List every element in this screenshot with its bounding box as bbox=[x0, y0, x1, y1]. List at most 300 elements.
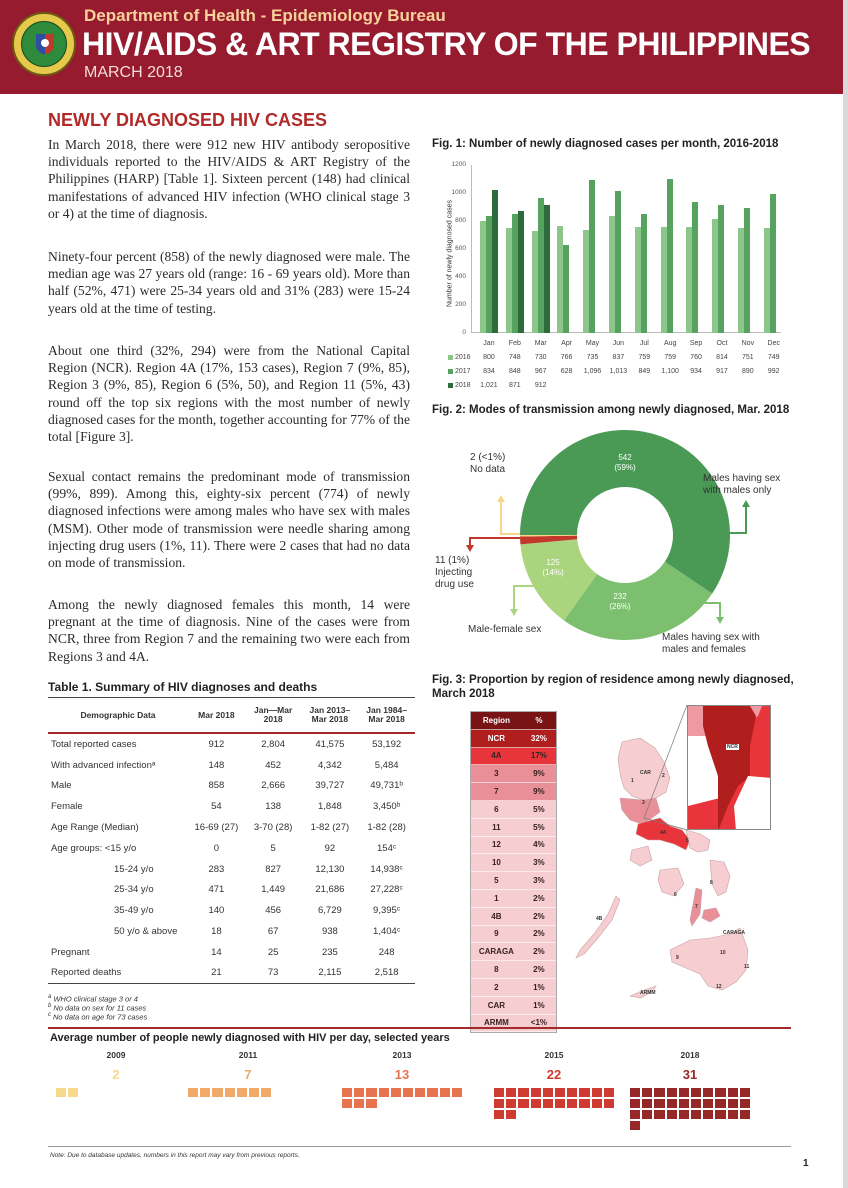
region-name: CARAGA bbox=[478, 947, 514, 957]
person-square-icon bbox=[342, 1099, 352, 1108]
region-pct: 9% bbox=[533, 769, 545, 779]
person-square-icon bbox=[366, 1088, 376, 1097]
person-square-icon bbox=[679, 1088, 689, 1097]
region-name: 8 bbox=[494, 965, 499, 975]
waffle-year-2013 bbox=[342, 1050, 462, 1108]
person-square-icon bbox=[579, 1099, 589, 1108]
person-square-icon bbox=[630, 1099, 640, 1108]
msm-only-callout: Males having sex with males only bbox=[703, 473, 781, 496]
divider bbox=[48, 1146, 791, 1147]
cell-value: 1,449 bbox=[261, 884, 286, 896]
waffle-grid bbox=[188, 1088, 312, 1097]
col-2013-2018: Jan 2013– Mar 2018 bbox=[309, 705, 351, 724]
cell-value: 18 bbox=[211, 926, 222, 938]
value-cell: 848 bbox=[508, 367, 521, 375]
cell-value: 248 bbox=[378, 946, 395, 958]
region-pct: 32% bbox=[530, 733, 547, 743]
waffle-grid bbox=[494, 1088, 618, 1119]
person-square-icon bbox=[506, 1110, 516, 1119]
region-row bbox=[471, 819, 556, 837]
col-mar-2018: Mar 2018 bbox=[198, 709, 235, 720]
month-group bbox=[583, 165, 609, 333]
person-square-icon bbox=[379, 1088, 389, 1097]
bar-2017 bbox=[744, 208, 750, 333]
mf-value: 125 (14%) bbox=[542, 558, 564, 577]
region-name: 3 bbox=[494, 769, 499, 779]
row-label: Total reported cases bbox=[51, 738, 137, 750]
person-square-icon bbox=[740, 1099, 750, 1108]
person-square-icon bbox=[494, 1110, 504, 1119]
person-square-icon bbox=[391, 1088, 401, 1097]
y-tick: 1000 bbox=[451, 189, 466, 196]
month-group bbox=[532, 165, 558, 333]
region-name: 5 bbox=[494, 876, 499, 886]
cell-value: 140 bbox=[208, 905, 225, 917]
value-cell: 834 bbox=[483, 367, 495, 375]
month-label: Mar bbox=[534, 339, 547, 347]
month-group bbox=[557, 165, 583, 333]
month-group bbox=[661, 165, 687, 333]
fig1-data-table bbox=[448, 336, 787, 392]
cell-value: 21 bbox=[211, 967, 222, 979]
waffle-value: 22 bbox=[546, 1067, 562, 1082]
month-label: Jun bbox=[612, 339, 625, 347]
cell-value: 6,729 bbox=[317, 905, 342, 917]
bar-2017 bbox=[641, 214, 647, 333]
value-cell: 760 bbox=[690, 353, 702, 361]
waffle-value: 31 bbox=[682, 1067, 698, 1082]
person-square-icon bbox=[212, 1088, 222, 1097]
cell-value: 39,727 bbox=[315, 780, 345, 792]
value-cell: 814 bbox=[716, 353, 728, 361]
region-name: 1 bbox=[494, 893, 499, 903]
month-label: Nov bbox=[741, 339, 755, 347]
waffle-year-label: 2011 bbox=[238, 1050, 258, 1060]
fig3-title: Fig. 3: Proportion by region of residence among newly diagnosed, March 2018 bbox=[432, 674, 794, 700]
region-pct: 2% bbox=[533, 929, 545, 939]
person-square-icon bbox=[56, 1088, 66, 1097]
region-pct: 2% bbox=[533, 911, 545, 921]
region-row bbox=[471, 801, 556, 819]
cell-value: 5,484 bbox=[374, 759, 399, 771]
region-pct: 2% bbox=[533, 947, 545, 957]
report-header bbox=[0, 0, 843, 94]
person-square-icon bbox=[354, 1099, 364, 1108]
person-square-icon bbox=[604, 1088, 614, 1097]
legend-swatch-icon bbox=[448, 383, 453, 388]
table-row bbox=[48, 838, 415, 859]
fig1-plot-area bbox=[471, 165, 781, 333]
fig3-table-header: Region % bbox=[471, 712, 556, 730]
value-cell: 766 bbox=[560, 353, 573, 361]
region-pct: 5% bbox=[533, 804, 545, 814]
region-pct: 9% bbox=[533, 787, 545, 797]
ncr-inset-map: NCR bbox=[687, 705, 771, 830]
table1-note-c: $^c$ No data on age for 73 cases bbox=[48, 1012, 148, 1022]
person-square-icon bbox=[579, 1088, 589, 1097]
person-square-icon bbox=[237, 1088, 247, 1097]
region-row bbox=[471, 765, 556, 783]
region-name: CAR bbox=[487, 1000, 506, 1010]
value-cell: 730 bbox=[534, 353, 547, 361]
cell-value: 938 bbox=[321, 926, 338, 938]
paragraph-2: Ninety-four percent (858) of the newly diagnosed were male. The median age was 27 years old (range: 16 - 69 years old). More than half (52%, 471) were 25-34 years old and 31% (283) were 15-24 years old at the time of testing. bbox=[48, 249, 410, 316]
legend-entry: 2018 bbox=[448, 382, 476, 389]
row-label: 50 y/o & above bbox=[114, 926, 178, 938]
person-square-icon bbox=[506, 1099, 516, 1108]
row-label: 15-24 y/o bbox=[114, 863, 154, 875]
bar-2017 bbox=[589, 180, 595, 333]
cell-value: 1-82 (28) bbox=[367, 822, 406, 834]
person-square-icon bbox=[543, 1088, 553, 1097]
value-cell: 912 bbox=[534, 381, 547, 389]
value-cell: 1,100 bbox=[661, 367, 679, 375]
region-pct: 17% bbox=[530, 751, 547, 761]
person-square-icon bbox=[342, 1088, 352, 1097]
report-title: HIV/AIDS & ART REGISTRY OF THE PHILIPPINES bbox=[82, 26, 811, 62]
series-row bbox=[448, 378, 787, 392]
month-group bbox=[480, 165, 506, 333]
cell-value: 471 bbox=[208, 884, 225, 896]
legend-entry: 2017 bbox=[448, 368, 476, 375]
table-row bbox=[48, 880, 415, 901]
region-row bbox=[471, 908, 556, 926]
region-row bbox=[471, 943, 556, 961]
waffle-year-2011 bbox=[188, 1050, 308, 1097]
value-cell: 1,096 bbox=[583, 367, 602, 375]
value-cell: 1,013 bbox=[609, 367, 628, 375]
fig2-donut-chart bbox=[430, 425, 848, 660]
table-row bbox=[48, 755, 415, 776]
region-row bbox=[471, 783, 556, 801]
y-tick: 600 bbox=[455, 245, 466, 252]
msmw-callout: Males having sex with males and females bbox=[662, 632, 760, 655]
series-row bbox=[448, 350, 787, 364]
region-row bbox=[471, 997, 556, 1015]
person-square-icon bbox=[592, 1099, 602, 1108]
month-group bbox=[738, 165, 764, 333]
person-square-icon bbox=[728, 1088, 738, 1097]
person-square-icon bbox=[715, 1099, 725, 1108]
cell-value: 21,686 bbox=[315, 884, 345, 896]
person-square-icon bbox=[555, 1088, 565, 1097]
person-square-icon bbox=[427, 1088, 437, 1097]
region-pct: 2% bbox=[533, 893, 545, 903]
cell-value: 3,450ᵇ bbox=[372, 801, 401, 813]
person-square-icon bbox=[691, 1099, 701, 1108]
region-name: ARMM bbox=[483, 1018, 509, 1028]
person-square-icon bbox=[691, 1110, 701, 1119]
value-cell: 967 bbox=[534, 367, 547, 375]
region-name: 7 bbox=[494, 787, 499, 797]
region-row bbox=[471, 961, 556, 979]
value-cell: 890 bbox=[742, 367, 754, 375]
month-label: Dec bbox=[767, 339, 780, 347]
person-square-icon bbox=[494, 1088, 504, 1097]
table1-note-a: $^a$ WHO clinical stage 3 or 4 bbox=[48, 994, 138, 1004]
value-cell: 837 bbox=[612, 353, 625, 361]
table-row bbox=[48, 963, 415, 984]
y-tick: 1200 bbox=[451, 161, 466, 168]
paragraph-1: In March 2018, there were 912 new HIV antibody seropositive individuals reported to the HIV/AIDS & ART Registry of the Philippines (HARP) [Table 1]. Sixteen percent (148) had clinical manifestations of advanced HIV infection (WHO clinical stage 3 or 4) at the time of diagnosis. bbox=[48, 137, 410, 221]
y-tick: 0 bbox=[462, 329, 466, 336]
fig1-title: Fig. 1: Number of newly diagnosed cases per month, 2016-2018 bbox=[432, 138, 779, 150]
region-row bbox=[471, 837, 556, 855]
person-square-icon bbox=[740, 1110, 750, 1119]
y-tick: 200 bbox=[455, 301, 466, 308]
row-label: With advanced infectionᵃ bbox=[51, 759, 156, 771]
person-square-icon bbox=[68, 1088, 78, 1097]
month-label: Jan bbox=[483, 339, 495, 347]
month-group bbox=[686, 165, 712, 333]
person-square-icon bbox=[740, 1088, 750, 1097]
cell-value: 67 bbox=[267, 926, 279, 938]
waffle-year-label: 2015 bbox=[544, 1050, 564, 1060]
person-square-icon bbox=[200, 1088, 210, 1097]
person-square-icon bbox=[366, 1099, 376, 1108]
person-square-icon bbox=[249, 1088, 259, 1097]
cell-value: 9,395ᶜ bbox=[373, 905, 401, 917]
cell-value: 92 bbox=[324, 842, 336, 854]
waffle-year-2015 bbox=[494, 1050, 614, 1119]
row-label: Pregnant bbox=[51, 946, 90, 958]
cell-value: 4,342 bbox=[317, 759, 342, 771]
month-group bbox=[764, 165, 790, 333]
person-square-icon bbox=[494, 1099, 504, 1108]
fig3-region-table bbox=[470, 711, 557, 1033]
row-label: Reported deaths bbox=[51, 967, 122, 979]
waffle-value: 13 bbox=[394, 1067, 410, 1082]
cell-value: 73 bbox=[267, 967, 279, 979]
region-row bbox=[471, 1015, 556, 1033]
cell-value: 2,518 bbox=[374, 967, 399, 979]
person-square-icon bbox=[642, 1088, 652, 1097]
table-row bbox=[48, 921, 415, 942]
cell-value: 827 bbox=[265, 863, 282, 875]
region-row bbox=[471, 854, 556, 872]
cell-value: 3-70 (28) bbox=[253, 822, 293, 834]
bar-2017 bbox=[718, 205, 724, 333]
person-square-icon bbox=[703, 1099, 713, 1108]
row-label: Male bbox=[51, 780, 72, 792]
month-group bbox=[506, 165, 532, 333]
person-square-icon bbox=[654, 1110, 664, 1119]
person-square-icon bbox=[703, 1088, 713, 1097]
table1-title: Table 1. Summary of HIV diagnoses and deaths bbox=[48, 680, 318, 694]
person-square-icon bbox=[642, 1110, 652, 1119]
person-square-icon bbox=[728, 1099, 738, 1108]
fig2-title: Fig. 2: Modes of transmission among newly diagnosed, Mar. 2018 bbox=[432, 404, 790, 416]
cell-value: 12,130 bbox=[315, 863, 345, 875]
region-pct: 3% bbox=[533, 876, 545, 886]
person-square-icon bbox=[567, 1099, 577, 1108]
legend-entry: 2016 bbox=[448, 354, 476, 361]
region-name: 4A bbox=[491, 751, 502, 761]
region-pct: 1% bbox=[533, 982, 545, 992]
msm-only-value: 542 (59%) bbox=[614, 453, 636, 472]
person-square-icon bbox=[703, 1110, 713, 1119]
person-square-icon bbox=[518, 1099, 528, 1108]
cell-value: 858 bbox=[208, 780, 225, 792]
cell-value: 138 bbox=[265, 801, 282, 813]
value-cell: 849 bbox=[638, 367, 651, 375]
cell-value: 456 bbox=[265, 905, 282, 917]
person-square-icon bbox=[354, 1088, 364, 1097]
cell-value: 16-69 (27) bbox=[194, 822, 239, 834]
region-row bbox=[471, 748, 556, 766]
waffle-year-label: 2018 bbox=[680, 1050, 700, 1060]
value-cell: 800 bbox=[483, 353, 495, 361]
table-row bbox=[48, 817, 415, 838]
person-square-icon bbox=[679, 1110, 689, 1119]
table1 bbox=[48, 697, 415, 984]
person-square-icon bbox=[531, 1088, 541, 1097]
cell-value: 27,228ᶜ bbox=[370, 884, 403, 896]
footer-note: Note: Due to database updates, numbers in this report may vary from previous reports. bbox=[50, 1152, 300, 1159]
person-square-icon bbox=[440, 1088, 450, 1097]
waffle-grid bbox=[56, 1088, 180, 1097]
waffle-year-2018 bbox=[630, 1050, 750, 1130]
month-group bbox=[635, 165, 661, 333]
person-square-icon bbox=[691, 1088, 701, 1097]
region-name: NCR bbox=[487, 733, 506, 743]
cell-value: 14 bbox=[211, 946, 222, 958]
region-row bbox=[471, 730, 556, 748]
cell-value: 235 bbox=[321, 946, 338, 958]
col-demographic: Demographic Data bbox=[80, 709, 156, 720]
region-row bbox=[471, 872, 556, 890]
msmw-value: 232 (26%) bbox=[609, 592, 631, 611]
row-label: Age Range (Median) bbox=[51, 822, 139, 834]
person-square-icon bbox=[728, 1110, 738, 1119]
fig1-y-axis-label: Number of newly diagnosed cases bbox=[446, 200, 454, 308]
value-cell: 748 bbox=[508, 353, 521, 361]
person-square-icon bbox=[261, 1088, 271, 1097]
value-cell: 871 bbox=[508, 381, 521, 389]
person-square-icon bbox=[506, 1088, 516, 1097]
person-square-icon bbox=[667, 1088, 677, 1097]
person-square-icon bbox=[531, 1099, 541, 1108]
month-label: Sep bbox=[689, 339, 703, 347]
person-square-icon bbox=[403, 1088, 413, 1097]
person-square-icon bbox=[543, 1099, 553, 1108]
table-row bbox=[48, 776, 415, 797]
philippines-map: CAR 1 2 3 4A 4B 5 6 7 8 9 10 11 12 CARAGA ARMM bbox=[560, 700, 795, 1020]
region-name: 12 bbox=[491, 840, 501, 850]
waffle-grid bbox=[342, 1088, 466, 1108]
region-pct: 5% bbox=[533, 822, 545, 832]
region-name: 10 bbox=[491, 858, 501, 868]
legend-swatch-icon bbox=[448, 355, 453, 360]
table-row bbox=[48, 859, 415, 880]
person-square-icon bbox=[452, 1088, 462, 1097]
cell-value: 1,404ᶜ bbox=[373, 926, 401, 938]
cell-value: 2,115 bbox=[318, 967, 342, 979]
col-jan-mar-2018: Jan—Mar 2018 bbox=[253, 705, 293, 724]
report-month: MARCH 2018 bbox=[84, 64, 183, 81]
idu-callout: 11 (1%) Injecting drug use bbox=[435, 555, 474, 590]
row-label: 25-34 y/o bbox=[114, 884, 154, 896]
value-cell: 1,021 bbox=[480, 381, 498, 389]
series-row bbox=[448, 364, 787, 378]
value-cell: 992 bbox=[767, 367, 780, 375]
value-cell: 735 bbox=[586, 353, 599, 361]
bar-2018 bbox=[492, 190, 498, 333]
region-name: 4B bbox=[491, 911, 502, 921]
cell-value: 14,938ᶜ bbox=[370, 863, 403, 875]
waffle-year-label: 2009 bbox=[106, 1050, 126, 1060]
bar-2017 bbox=[770, 194, 776, 333]
bar-2017 bbox=[563, 245, 569, 333]
section-title: NEWLY DIAGNOSED HIV CASES bbox=[48, 110, 328, 130]
waffle-value: 2 bbox=[112, 1067, 120, 1082]
region-name: 9 bbox=[494, 929, 499, 939]
person-square-icon bbox=[654, 1088, 664, 1097]
table1-header bbox=[48, 698, 415, 734]
cell-value: 452 bbox=[265, 759, 282, 771]
waffle-grid bbox=[630, 1088, 754, 1130]
value-cell: 759 bbox=[664, 353, 677, 361]
month-label: May bbox=[585, 339, 600, 347]
bar-2017 bbox=[692, 202, 698, 333]
agency-name: Department of Health - Epidemiology Bureau bbox=[84, 6, 446, 25]
cell-value: 0 bbox=[213, 842, 220, 854]
person-square-icon bbox=[555, 1099, 565, 1108]
person-square-icon bbox=[642, 1099, 652, 1108]
row-label: 35-49 y/o bbox=[114, 905, 154, 917]
value-cell: 628 bbox=[560, 367, 573, 375]
cell-value: 1-82 (27) bbox=[310, 822, 350, 834]
waffle-year-2009 bbox=[56, 1050, 176, 1097]
region-name: 11 bbox=[492, 822, 501, 832]
y-tick: 400 bbox=[455, 273, 466, 280]
col-1984-2018: Jan 1984– Mar 2018 bbox=[366, 705, 407, 724]
divider bbox=[48, 1027, 791, 1029]
person-square-icon bbox=[604, 1099, 614, 1108]
region-row bbox=[471, 926, 556, 944]
waffle-title: Average number of people newly diagnosed with HIV per day, selected years bbox=[50, 1032, 450, 1044]
cell-value: 49,731ᵇ bbox=[370, 780, 403, 792]
row-label: Female bbox=[51, 801, 83, 813]
person-square-icon bbox=[592, 1088, 602, 1097]
person-square-icon bbox=[715, 1110, 725, 1119]
region-pct: 2% bbox=[533, 965, 545, 975]
doh-seal-icon bbox=[12, 12, 76, 76]
table-row bbox=[48, 796, 415, 817]
region-row bbox=[471, 979, 556, 997]
cell-value: 54 bbox=[211, 801, 222, 813]
region-name: 6 bbox=[494, 804, 499, 814]
region-pct: 1% bbox=[533, 1000, 545, 1010]
page-number: 1 bbox=[803, 1158, 809, 1169]
bar-2018 bbox=[518, 211, 524, 333]
person-square-icon bbox=[654, 1099, 664, 1108]
month-label: Jul bbox=[639, 339, 649, 347]
value-cell: 749 bbox=[767, 353, 780, 361]
month-label: Feb bbox=[508, 339, 521, 347]
cell-value: 154ᶜ bbox=[377, 842, 397, 854]
person-square-icon bbox=[679, 1099, 689, 1108]
table-row bbox=[48, 900, 415, 921]
person-square-icon bbox=[667, 1099, 677, 1108]
region-pct: <1% bbox=[530, 1018, 548, 1028]
month-group bbox=[712, 165, 738, 333]
waffle-value: 7 bbox=[244, 1067, 252, 1082]
mf-callout: Male-female sex bbox=[468, 624, 542, 635]
person-square-icon bbox=[630, 1088, 640, 1097]
cell-value: 53,192 bbox=[372, 738, 402, 750]
row-label: Age groups: <15 y/o bbox=[51, 842, 137, 854]
